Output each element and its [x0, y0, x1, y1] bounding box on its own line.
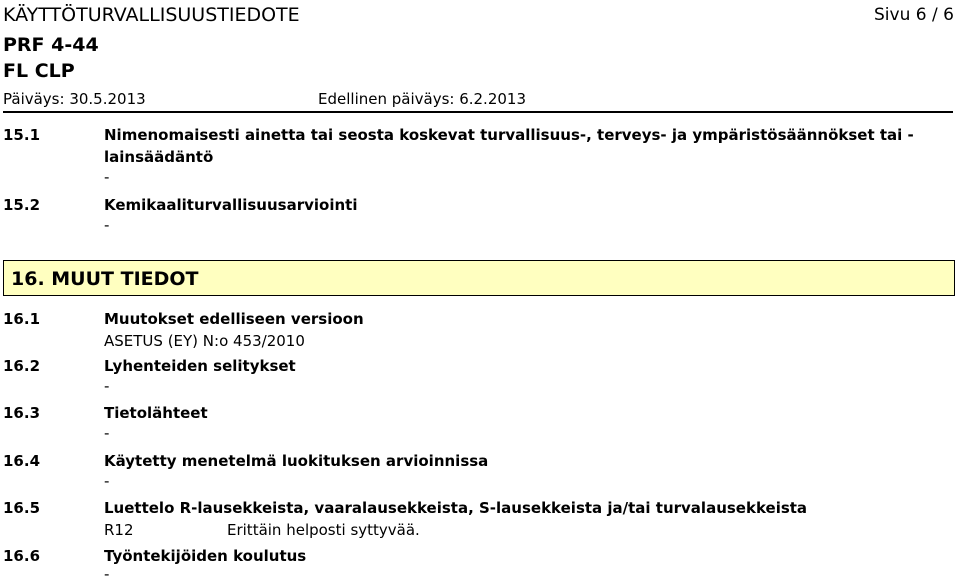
- section-15-1-number: 15.1: [3, 126, 41, 144]
- section-16-4-title: Käytetty menetelmä luokituksen arvioinnissa: [104, 452, 489, 470]
- section-16-1-title: Muutokset edelliseen versioon: [104, 310, 364, 328]
- page-number: Sivu 6 / 6: [874, 5, 954, 25]
- section-16-5-number: 16.5: [3, 499, 41, 517]
- section-16-heading: 16. MUUT TIEDOT: [11, 268, 199, 290]
- section-16-5-title: Luettelo R-lausekkeista, vaaralausekkeista, S-lausekkeista ja/tai turvalausekkeista: [104, 499, 808, 517]
- document-title: KÄYTTÖTURVALLISUUSTIEDOTE: [3, 4, 300, 26]
- risk-phrase-text: Erittäin helposti syttyvää.: [227, 521, 420, 539]
- section-16-2-value: -: [104, 377, 110, 395]
- section-16-3-title: Tietolähteet: [104, 404, 208, 422]
- header-divider: [3, 111, 953, 113]
- section-16-6-number: 16.6: [3, 547, 41, 565]
- risk-phrase-code: R12: [104, 521, 134, 539]
- section-15-2-value: -: [104, 216, 110, 234]
- section-16-2-number: 16.2: [3, 357, 41, 375]
- section-15-2-title: Kemikaaliturvallisuusarviointi: [104, 196, 358, 214]
- section-15-1-title-cont: lainsäädäntö: [104, 148, 214, 166]
- section-16-6-value: -: [104, 565, 110, 583]
- section-16-1-value: ASETUS (EY) N:o 453/2010: [104, 332, 305, 350]
- section-15-2-number: 15.2: [3, 196, 41, 214]
- section-16-3-number: 16.3: [3, 404, 41, 422]
- section-16-2-title: Lyhenteiden selitykset: [104, 357, 296, 375]
- previous-revision-date: Edellinen päiväys: 6.2.2013: [318, 90, 527, 108]
- section-15-1-title: Nimenomaisesti ainetta tai seosta koskevat turvallisuus-, terveys- ja ympäristösäännökset tai -: [104, 126, 914, 144]
- product-name: PRF 4-44: [3, 34, 99, 56]
- section-16-4-number: 16.4: [3, 452, 41, 470]
- product-variant: FL CLP: [3, 60, 75, 82]
- section-16-6-title: Työntekijöiden koulutus: [104, 547, 307, 565]
- section-16-banner: [3, 260, 955, 296]
- section-16-1-number: 16.1: [3, 310, 41, 328]
- revision-date: Päiväys: 30.5.2013: [3, 90, 146, 108]
- section-15-1-value: -: [104, 168, 110, 186]
- section-16-4-value: -: [104, 472, 110, 490]
- section-16-3-value: -: [104, 424, 110, 442]
